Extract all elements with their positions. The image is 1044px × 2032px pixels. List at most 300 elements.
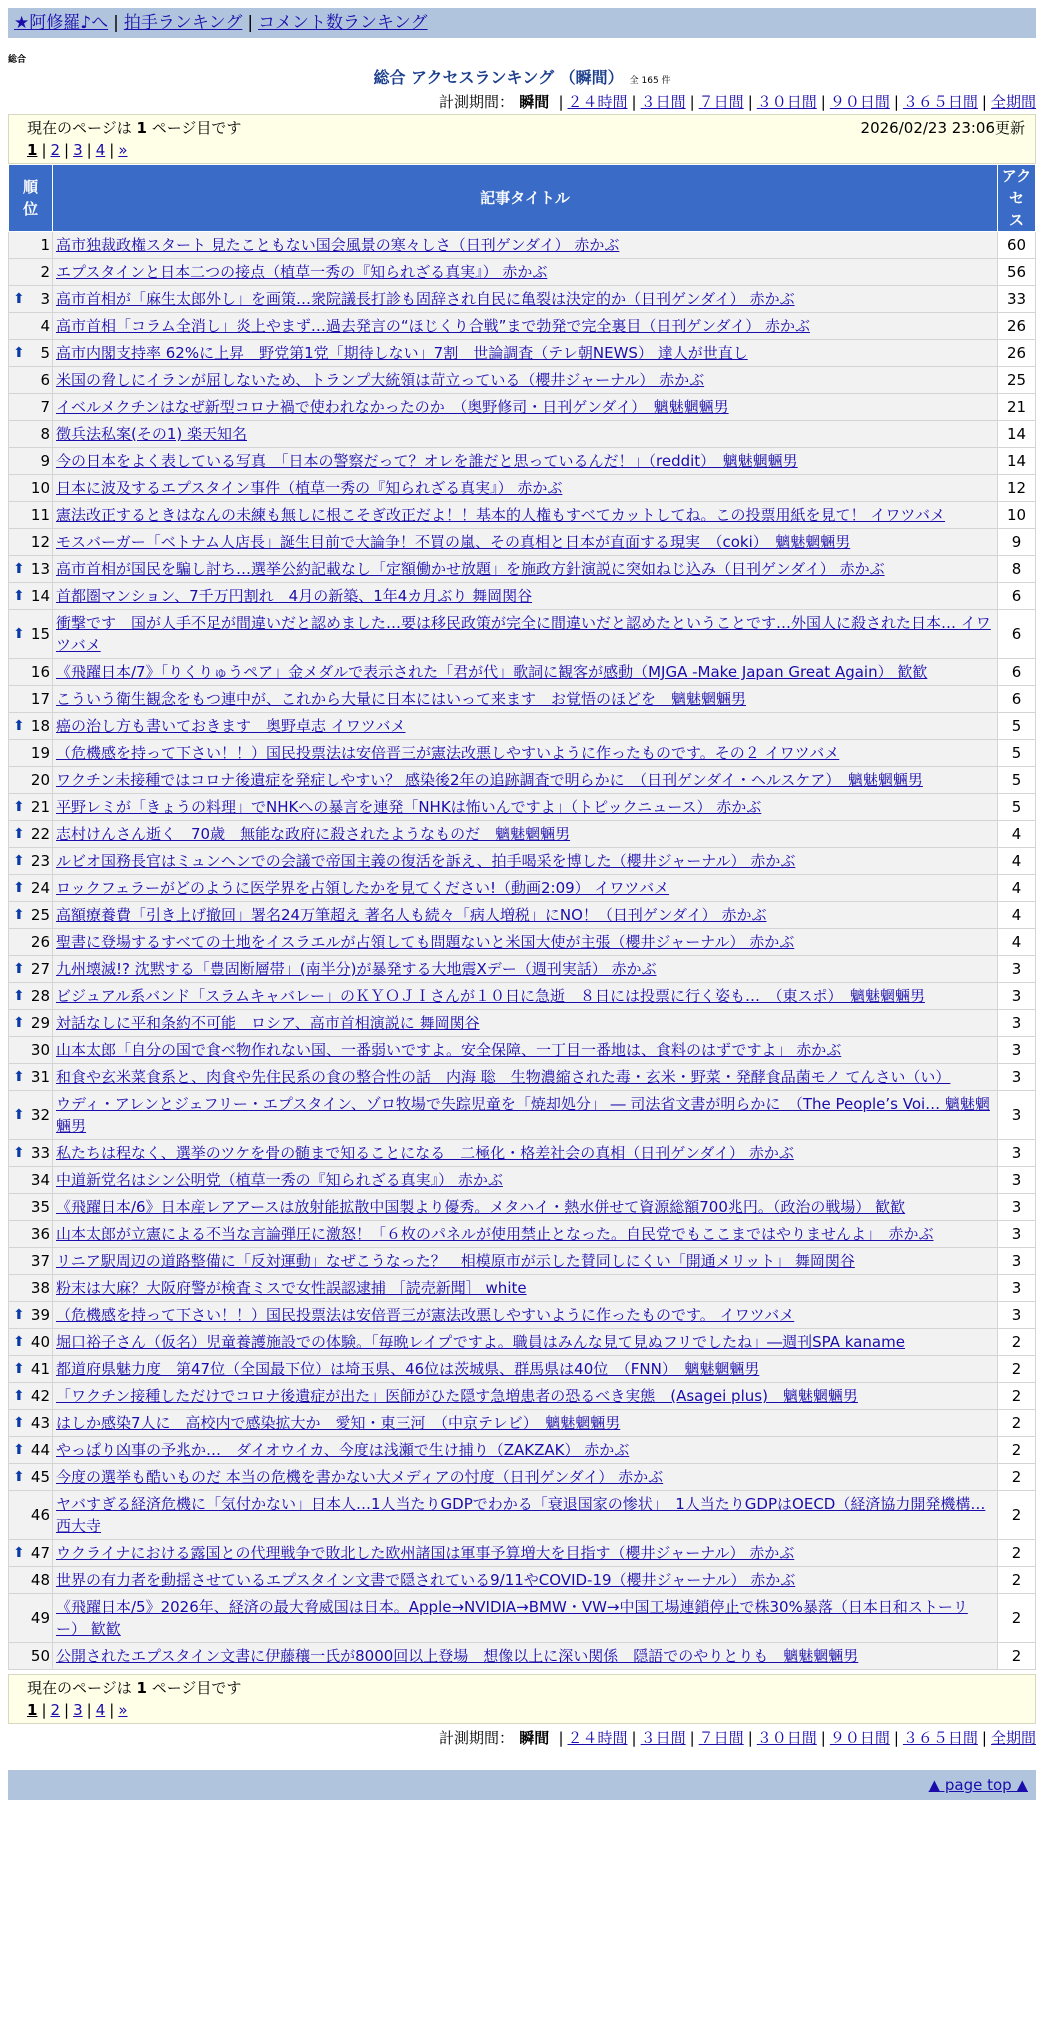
rank-number: 37 <box>30 1252 50 1270</box>
title-cell <box>53 1037 998 1064</box>
rank-cell <box>9 394 53 421</box>
table-row <box>9 1091 1036 1140</box>
access-count-cell: 4 <box>998 848 1036 875</box>
rank-number: 6 <box>40 371 50 389</box>
article-title-link[interactable]: 平野レミが「きょうの料理」でNHKへの暴言を連発「NHKは怖いんですよ」（トピックニュース） 赤かぶ <box>56 798 762 816</box>
access-count-cell: 5 <box>998 794 1036 821</box>
period-separator: | <box>689 93 695 111</box>
pagination-current-page: 1 <box>27 1701 38 1719</box>
rank-cell <box>9 556 53 583</box>
article-title-link[interactable]: 高市首相が国民を騙し討ち…選挙公約記載なし「定額働かせ放題」を施政方針演説に突如ねじ込み（日刊ゲンダイ） 赤かぶ <box>56 560 885 578</box>
page-number: 1 <box>136 119 147 137</box>
article-title-link[interactable]: ワクチン未接種ではコロナ後遺症を発症しやすい？ 感染後2年の追跡調査で明らかに （日刊ゲンダイ・ヘルスケア） 魑魅魍魎男 <box>56 771 923 789</box>
title-cell <box>53 1248 998 1275</box>
table-row <box>9 448 1036 475</box>
pagination-link[interactable]: 3 <box>73 1701 83 1719</box>
access-count-cell: 3 <box>998 1037 1036 1064</box>
title-cell <box>53 740 998 767</box>
table-row <box>9 794 1036 821</box>
rank-number: 26 <box>30 933 50 951</box>
access-count-cell: 2 <box>998 1594 1036 1643</box>
page-number: 1 <box>136 1679 147 1697</box>
article-title-link[interactable]: 衝撃です 国が人手不足が間違いだと認めました…要は移民政策が完全に間違いだと認めたということです…外国人に殺された日本… イワツバメ <box>56 614 991 654</box>
period-label: 計測期間： <box>438 1729 514 1747</box>
article-title-link[interactable]: 山本太郎が立憲による不当な言論弾圧に激怒！「６枚のパネルが使用禁止となった。自民党でもここまではやりませんよ」 赤かぶ <box>56 1225 934 1243</box>
up-arrow-icon: ⬆ <box>13 1469 25 1485</box>
pagination <box>27 1699 1025 1721</box>
rank-number: 30 <box>30 1041 50 1059</box>
rank-cell <box>9 767 53 794</box>
title-cell <box>53 502 998 529</box>
access-column-header <box>998 165 1036 232</box>
title-cell <box>53 610 998 659</box>
up-arrow-icon: ⬆ <box>13 1069 25 1085</box>
access-count-cell: 3 <box>998 1064 1036 1091</box>
access-count-cell: 6 <box>998 610 1036 659</box>
access-count-cell: 9 <box>998 529 1036 556</box>
period-separator: | <box>893 1729 899 1747</box>
access-count-cell: 2 <box>998 1356 1036 1383</box>
article-title-link[interactable]: エプスタインと日本二つの接点（植草一秀の『知られざる真実』） 赤かぶ <box>56 263 548 281</box>
title-cell <box>53 1437 998 1464</box>
period-label: 計測期間： <box>438 93 514 111</box>
rank-cell <box>9 421 53 448</box>
article-title-link[interactable]: 高市内閣支持率 62%に上昇 野党第1党「期待しない」7割 世論調査（テレ朝NEWS） 達人が世直し <box>56 344 748 362</box>
title-cell <box>53 1275 998 1302</box>
category-label: 総合 <box>8 55 27 65</box>
title-cell <box>53 313 998 340</box>
page-info-bar-bottom <box>8 1674 1036 1724</box>
title-cell <box>53 232 998 259</box>
period-separator: | <box>631 1729 637 1747</box>
table-row <box>9 556 1036 583</box>
page-info-bar <box>8 114 1036 164</box>
article-title-link[interactable]: 高額療養費「引き上げ撤回」署名24万筆超え 著名人も続々「病人増税」にNO！（日刊ゲンダイ） 赤かぶ <box>56 906 767 924</box>
table-row <box>9 394 1036 421</box>
rank-cell <box>9 1194 53 1221</box>
article-title-link[interactable]: モスバーガー「ベトナム人店長」誕生目前で大論争！不買の嵐、その真相と日本が直面する現実 （coki） 魑魅魍魎男 <box>56 533 851 551</box>
title-cell <box>53 821 998 848</box>
rank-number: 12 <box>30 533 50 551</box>
pagination-current-page: 1 <box>27 141 38 159</box>
table-row <box>9 475 1036 502</box>
title-cell <box>53 767 998 794</box>
title-cell <box>53 421 998 448</box>
period-current: 瞬間 <box>514 93 555 111</box>
table-row <box>9 1567 1036 1594</box>
page-info-row <box>27 117 1025 139</box>
article-title-link[interactable]: 都道府県魅力度 第47位（全国最下位）は埼玉県、46位は茨城県、群馬県は40位 （FNN） 魑魅魍魎男 <box>56 1360 760 1378</box>
table-row <box>9 686 1036 713</box>
article-title-link[interactable]: 《飛躍日本/5》2026年、経済の最大脅威国は日本。Apple→NVIDIA→BMW・VW→中国工場連鎖停止で株30%暴落（日本日和ストーリー） 歓歓 <box>56 1598 968 1638</box>
access-count-cell: 14 <box>998 421 1036 448</box>
article-title-link[interactable]: ヤバすぎる経済危機に「気付かない」日本人…1人当たりGDPでわかる「衰退国家の惨状」 1人当たりGDPはOECD（経済協力開発機構… 西大寺 <box>56 1495 986 1535</box>
access-count-cell: 5 <box>998 740 1036 767</box>
rank-cell <box>9 313 53 340</box>
access-count-cell: 25 <box>998 367 1036 394</box>
article-title-link[interactable]: 堀口裕子さん（仮名）児童養護施設での体験。「毎晩レイプですよ。職員はみんな見て見ぬフリでしたね」―週刊SPA kaname <box>56 1333 905 1351</box>
up-arrow-icon: ⬆ <box>13 588 25 604</box>
rank-number: 17 <box>30 690 50 708</box>
title-cell <box>53 259 998 286</box>
article-title-link[interactable]: 高市首相「コラム全消し」炎上やまず…過去発言の“ほじくり合戦”まで勃発で完全裏目（日刊ゲンダイ） 赤かぶ <box>56 317 810 335</box>
rank-number: 42 <box>30 1387 50 1405</box>
title-cell <box>53 1410 998 1437</box>
table-row <box>9 232 1036 259</box>
rank-cell <box>9 1356 53 1383</box>
rank-number: 7 <box>40 398 50 416</box>
table-row <box>9 1037 1036 1064</box>
pagination-link[interactable]: 2 <box>50 141 61 159</box>
pagination-link[interactable]: » <box>118 141 128 159</box>
up-arrow-icon: ⬆ <box>13 1442 25 1458</box>
article-title-link[interactable]: 高市独裁政権スタート 見たこともない国会風景の寒々しさ（日刊ゲンダイ） 赤かぶ <box>56 236 620 254</box>
period-separator: | <box>631 93 637 111</box>
table-row <box>9 1275 1036 1302</box>
access-count-cell: 3 <box>998 1275 1036 1302</box>
table-row <box>9 1356 1036 1383</box>
title-cell <box>53 556 998 583</box>
table-header-row <box>9 165 1036 232</box>
nav-separator: | <box>113 13 119 33</box>
up-arrow-icon: ⬆ <box>13 961 25 977</box>
table-row <box>9 848 1036 875</box>
table-row <box>9 1140 1036 1167</box>
page-prefix: 現在のページは <box>27 1679 137 1697</box>
article-title-link[interactable]: 日本に波及するエプスタイン事件（植草一秀の『知られざる真実』） 赤かぶ <box>56 479 563 497</box>
pagination-link[interactable]: 4 <box>95 141 106 159</box>
pagination-separator: | <box>64 1701 70 1719</box>
access-count-cell: 60 <box>998 232 1036 259</box>
item-count: 全 165 件 <box>629 76 671 86</box>
page-suffix: ページ目です <box>146 119 242 137</box>
bottom-period-link[interactable]: ３０日間 <box>756 1729 817 1747</box>
page-prefix: 現在のページは <box>27 119 137 137</box>
rank-cell <box>9 902 53 929</box>
article-title-link[interactable]: 今度の選挙も酷いものだ 本当の危機を書かない大メディアの忖度（日刊ゲンダイ） 赤かぶ <box>56 1468 664 1486</box>
rank-cell <box>9 1167 53 1194</box>
rank-number: 13 <box>30 560 50 578</box>
article-title-link[interactable]: ウクライナにおける露国との代理戦争で敗北した欧州諸国は軍事予算増大を目指す（櫻井ジャーナル） 赤かぶ <box>56 1544 795 1562</box>
title-cell <box>53 1194 998 1221</box>
article-title-link[interactable]: 世界の有力者を動揺させているエプスタイン文書で隠されている9/11やCOVID-19（櫻井ジャーナル） 赤かぶ <box>56 1571 796 1589</box>
access-count-cell: 3 <box>998 1140 1036 1167</box>
rank-number: 24 <box>30 879 50 897</box>
rank-cell <box>9 659 53 686</box>
article-title-link[interactable]: 聖書に登場するすべての土地をイスラエルが占領しても問題ないと米国大使が主張（櫻井ジャーナル） 赤かぶ <box>56 933 795 951</box>
up-arrow-icon: ⬆ <box>13 1361 25 1377</box>
table-row <box>9 1064 1036 1091</box>
access-count-cell: 2 <box>998 1329 1036 1356</box>
title-cell <box>53 1540 998 1567</box>
rank-number: 9 <box>40 452 50 470</box>
rank-cell <box>9 583 53 610</box>
up-arrow-icon: ⬆ <box>13 291 25 307</box>
rank-cell <box>9 1064 53 1091</box>
table-row <box>9 1464 1036 1491</box>
rank-number: 41 <box>30 1360 50 1378</box>
up-arrow-icon: ⬆ <box>13 853 25 869</box>
rank-cell <box>9 983 53 1010</box>
period-separator: | <box>981 1729 987 1747</box>
article-title-link[interactable]: ルビオ国務長官はミュンヘンでの会議で帝国主義の復活を訴え、拍手喝采を博した（櫻井ジャーナル） 赤かぶ <box>56 852 796 870</box>
top-period-link[interactable]: ９０日間 <box>829 93 890 111</box>
top-period-link[interactable]: ２４時間 <box>567 93 628 111</box>
pagination-link[interactable]: 3 <box>73 141 83 159</box>
access-count-cell: 3 <box>998 1167 1036 1194</box>
title-cell <box>53 659 998 686</box>
access-count-cell: 56 <box>998 259 1036 286</box>
article-title-link[interactable]: リニア駅周辺の道路整備に「反対運動」なぜこうなった？ 相模原市が示した賛同しにくい「開通メリット」 舞岡関谷 <box>56 1252 855 1270</box>
rank-number: 28 <box>30 987 50 1005</box>
rank-cell <box>9 1275 53 1302</box>
access-count-cell: 2 <box>998 1464 1036 1491</box>
access-count-cell: 3 <box>998 1302 1036 1329</box>
rank-cell <box>9 713 53 740</box>
article-title-link[interactable]: 「ワクチン接種しただけでコロナ後遺症が出た」医師がひた隠す急増患者の恐るべき実態 (Asagei plus) 魑魅魍魎男 <box>56 1387 858 1405</box>
rank-number: 43 <box>30 1414 50 1432</box>
article-title-link[interactable]: ビジュアル系バンド「スラムキャバレー」のＫＹＯＪＩさんが１０日に急逝 ８日には投票に行く姿も… （東スポ） 魑魅魍魎男 <box>56 987 925 1005</box>
top-period-link[interactable]: ３６５日間 <box>902 93 978 111</box>
pagination-link[interactable]: » <box>118 1701 128 1719</box>
table-row <box>9 1643 1036 1670</box>
article-title-link[interactable]: 志村けんさん逝く 70歳 無能な政府に殺されたようなものだ 魑魅魍魎男 <box>56 825 571 843</box>
table-row <box>9 421 1036 448</box>
rank-number: 3 <box>40 290 50 308</box>
table-row <box>9 767 1036 794</box>
rank-cell <box>9 740 53 767</box>
rank-cell <box>9 1567 53 1594</box>
period-separator: | <box>689 1729 695 1747</box>
nav-separator: | <box>247 13 254 33</box>
article-title-link[interactable]: （危機感を持って下さい！！）国民投票法は安倍晋三が憲法改悪しやすいように作ったものです。 イワツバメ <box>56 1306 795 1324</box>
pagination-separator: | <box>86 141 92 159</box>
article-title-link[interactable]: 九州壊滅!? 沈黙する「豊固断層帯」(南半分)が暴発する大地震Xデー（週刊実話） 赤かぶ <box>56 960 657 978</box>
title-cell <box>53 686 998 713</box>
article-title-link[interactable]: 米国の脅しにイランが屈しないため、トランプ大統領は苛立っている（櫻井ジャーナル） 赤かぶ <box>56 371 705 389</box>
access-count-cell: 10 <box>998 502 1036 529</box>
article-title-link[interactable]: こういう衛生観念をもつ連中が、これから大量に日本にはいって来ます お覚悟のほどを 魑魅魍魎男 <box>56 690 747 708</box>
rank-cell <box>9 848 53 875</box>
article-title-link[interactable]: ウディ・アレンとジェフリー・エプスタイン、ゾロ牧場で失踪児童を「焼却処分」 ― 司法省文書が明らかに （The People’s Voi… 魑魅魍魎男 <box>56 1095 990 1135</box>
table-row <box>9 313 1036 340</box>
article-title-link[interactable]: 《飛躍日本/7》「りくりゅうペア」金メダルで表示された「君が代」歌詞に観客が感動（MJGA -Make Japan Great Again） 歓歓 <box>56 663 928 681</box>
access-count-cell: 6 <box>998 686 1036 713</box>
access-count-cell: 3 <box>998 1010 1036 1037</box>
comment-ranking-link[interactable]: コメント数ランキング <box>258 13 428 33</box>
title-cell <box>53 340 998 367</box>
table-row <box>9 659 1036 686</box>
rank-cell <box>9 929 53 956</box>
updated-timestamp: 2026/02/23 23:06更新 <box>860 119 1025 137</box>
rank-cell <box>9 1037 53 1064</box>
rank-column-header <box>9 165 53 232</box>
article-title-link[interactable]: 首都圏マンション、7千万円割れ 4月の新築、1年4カ月ぶり 舞岡関谷 <box>56 587 533 605</box>
rank-cell <box>9 448 53 475</box>
page-top-link[interactable]: ▲ page top ▲ <box>928 1776 1028 1794</box>
title-cell <box>53 875 998 902</box>
rank-cell <box>9 1594 53 1643</box>
access-count-cell: 2 <box>998 1410 1036 1437</box>
top-nav <box>8 8 1036 38</box>
access-count-cell: 3 <box>998 983 1036 1010</box>
title-cell <box>53 1221 998 1248</box>
bottom-period-link[interactable]: ９０日間 <box>829 1729 890 1747</box>
rank-number: 2 <box>40 263 50 281</box>
table-row <box>9 1491 1036 1540</box>
bottom-period-link[interactable]: ３６５日間 <box>902 1729 978 1747</box>
access-count-cell: 3 <box>998 1248 1036 1275</box>
rank-number: 20 <box>30 771 50 789</box>
period-separator: | <box>558 93 564 111</box>
page-top-bar <box>8 1770 1036 1800</box>
rank-cell <box>9 1221 53 1248</box>
access-count-cell: 12 <box>998 475 1036 502</box>
table-row <box>9 340 1036 367</box>
access-count-cell: 4 <box>998 821 1036 848</box>
pagination-separator: | <box>109 141 115 159</box>
table-row <box>9 502 1036 529</box>
top-period-link[interactable]: ７日間 <box>698 93 744 111</box>
table-row <box>9 367 1036 394</box>
ranking-table-body <box>9 232 1036 1670</box>
pagination-separator: | <box>109 1701 115 1719</box>
top-period-link[interactable]: ３日間 <box>640 93 686 111</box>
bottom-period-link[interactable]: 全期間 <box>990 1729 1036 1747</box>
pagination-separator: | <box>64 141 70 159</box>
table-row <box>9 1383 1036 1410</box>
article-title-link[interactable]: 対話なしに平和条約不可能 ロシア、高市首相演説に 舞岡関谷 <box>56 1014 480 1032</box>
rank-number: 47 <box>30 1544 50 1562</box>
pagination-link[interactable]: 4 <box>95 1701 106 1719</box>
title-cell <box>53 1383 998 1410</box>
up-arrow-icon: ⬆ <box>13 345 25 361</box>
access-count-cell: 2 <box>998 1491 1036 1540</box>
rank-number: 8 <box>40 425 50 443</box>
period-selector-bottom <box>8 1726 1036 1750</box>
rank-cell <box>9 610 53 659</box>
title-cell <box>53 583 998 610</box>
rank-number: 45 <box>30 1468 50 1486</box>
up-arrow-icon: ⬆ <box>13 1015 25 1031</box>
period-selector <box>8 90 1036 114</box>
title-cell <box>53 929 998 956</box>
title-cell <box>53 286 998 313</box>
article-title-link[interactable]: 高市首相が「麻生太郎外し」を画策…衆院議長打診も固辞され自民に亀裂は決定的か（日刊ゲンダイ） 赤かぶ <box>56 290 795 308</box>
rank-number: 50 <box>30 1647 50 1665</box>
rank-cell <box>9 286 53 313</box>
rank-cell <box>9 1437 53 1464</box>
rank-cell <box>9 794 53 821</box>
rank-cell <box>9 259 53 286</box>
rank-cell <box>9 1464 53 1491</box>
article-title-link[interactable]: 今の日本をよく表している写真 「日本の警察だって？オレを誰だと思っているんだ！」（reddit） 魑魅魍魎男 <box>56 452 798 470</box>
up-arrow-icon: ⬆ <box>13 826 25 842</box>
rank-number: 21 <box>30 798 50 816</box>
rank-number: 27 <box>30 960 50 978</box>
access-count-cell: 21 <box>998 394 1036 421</box>
access-count-cell: 2 <box>998 1540 1036 1567</box>
table-row <box>9 1410 1036 1437</box>
rank-number: 5 <box>40 344 50 362</box>
table-row <box>9 821 1036 848</box>
article-title-link[interactable]: 中道新党名はシン公明党（植草一秀の『知られざる真実』） 赤かぶ <box>56 1171 503 1189</box>
title-cell <box>53 1643 998 1670</box>
title-cell <box>53 1167 998 1194</box>
access-count-cell: 14 <box>998 448 1036 475</box>
rank-number: 31 <box>30 1068 50 1086</box>
up-arrow-icon: ⬆ <box>13 880 25 896</box>
title-cell <box>53 1491 998 1540</box>
rank-cell <box>9 1643 53 1670</box>
rank-cell <box>9 956 53 983</box>
rank-cell <box>9 1491 53 1540</box>
rank-number: 49 <box>30 1609 50 1627</box>
title-cell <box>53 1329 998 1356</box>
article-title-link[interactable]: 《飛躍日本/6》日本産レアアースは放射能拡散中国製より優秀。メタハイ・熱水併せて資源総額700兆円。（政治の戦場） 歓歓 <box>56 1198 906 1216</box>
home-link[interactable]: ★阿修羅♪へ <box>14 13 109 33</box>
article-title-link[interactable]: はしか感染7人に 高校内で感染拡大か 愛知・東三河 （中京テレビ） 魑魅魍魎男 <box>56 1414 621 1432</box>
article-title-link[interactable]: 徴兵法私案(その1) 楽天知名 <box>56 425 248 443</box>
rank-cell <box>9 1091 53 1140</box>
title-cell <box>53 394 998 421</box>
top-period-link[interactable]: ３０日間 <box>756 93 817 111</box>
article-title-link[interactable]: 私たちは程なく、選挙のツケを骨の髄まで知ることになる 二極化・格差社会の真相（日刊ゲンダイ） 赤かぶ <box>56 1144 794 1162</box>
article-title-link[interactable]: 和食や玄米菜食系と、肉食や先住民系の食の整合性の話 内海 聡 生物濃縮された毒・玄米・野菜・発酵食品菌モノ てんさい（い） <box>56 1068 951 1086</box>
article-title-link[interactable]: 粉末は大麻？大阪府警が検査ミスで女性誤認逮捕 ［読売新聞］ white <box>56 1279 527 1297</box>
access-count-cell: 6 <box>998 659 1036 686</box>
table-row <box>9 983 1036 1010</box>
bottom-period-link[interactable]: ７日間 <box>698 1729 744 1747</box>
period-current: 瞬間 <box>514 1729 555 1747</box>
article-title-link[interactable]: 癌の治し方も書いておきます 奥野卓志 イワツバメ <box>56 717 406 735</box>
article-title-link[interactable]: やっぱり凶事の予兆か… ダイオウイカ、今度は浅瀬で生け捕り（ZAKZAK） 赤かぶ <box>56 1441 630 1459</box>
pagination-separator: | <box>41 141 47 159</box>
period-separator: | <box>747 93 753 111</box>
table-row <box>9 929 1036 956</box>
pagination-link[interactable]: 2 <box>50 1701 61 1719</box>
article-title-link[interactable]: （危機感を持って下さい！！）国民投票法は安倍晋三が憲法改悪しやすいように作ったものです。その２ イワツバメ <box>56 744 840 762</box>
ranking-table <box>8 164 1036 1670</box>
title-cell <box>53 1302 998 1329</box>
access-count-cell: 5 <box>998 767 1036 794</box>
title-cell <box>53 848 998 875</box>
article-title-link[interactable]: ロックフェラーがどのように医学界を占領したかを見てください!（動画2:09） イワツバメ <box>56 879 670 897</box>
bottom-period-link[interactable]: ２４時間 <box>567 1729 628 1747</box>
access-count-cell: 26 <box>998 340 1036 367</box>
clap-ranking-link[interactable]: 拍手ランキング <box>123 13 243 33</box>
article-title-link[interactable]: イベルメクチンはなぜ新型コロナ禍で使われなかったのか （奥野修司・日刊ゲンダイ） 魑魅魍魎男 <box>56 398 729 416</box>
rank-number: 11 <box>30 506 50 524</box>
access-header-text: アクセ ス <box>1001 167 1032 229</box>
article-title-link[interactable]: 山本太郎「自分の国で食べ物作れない国、一番弱いですよ。安全保障、一丁目一番地は、食料のはずですよ」 赤かぶ <box>56 1041 842 1059</box>
article-title-link[interactable]: 公開されたエプスタイン文書に伊藤穰一氏が8000回以上登場 想像以上に深い関係 隠語でのやりとりも 魑魅魍魎男 <box>56 1647 859 1665</box>
rank-cell <box>9 1248 53 1275</box>
title-cell <box>53 713 998 740</box>
access-count-cell: 3 <box>998 1221 1036 1248</box>
rank-number: 1 <box>40 236 50 254</box>
table-row <box>9 740 1036 767</box>
rank-number: 18 <box>30 717 50 735</box>
table-row <box>9 1437 1036 1464</box>
table-row <box>9 286 1036 313</box>
title-cell <box>53 1567 998 1594</box>
bottom-period-link[interactable]: ３日間 <box>640 1729 686 1747</box>
article-title-link[interactable]: 憲法改正するときはなんの未練も無しに根こそぎ改正だよ！！基本的人権もすべてカットしてね。この投票用紙を見て！ イワツバメ <box>56 506 946 524</box>
title-cell <box>53 1064 998 1091</box>
access-count-cell: 33 <box>998 286 1036 313</box>
top-period-link[interactable]: 全期間 <box>990 93 1036 111</box>
